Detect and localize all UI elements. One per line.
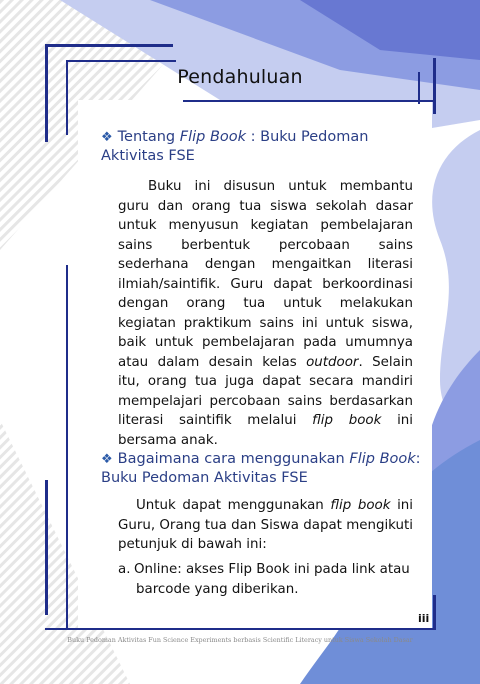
section-heading-line2: Aktivitas FSE (101, 148, 195, 164)
frame-line-left-vertical (66, 265, 68, 630)
diamond-bullet-icon: ❖ (101, 130, 113, 145)
frame-line-bottom-right-vertical (433, 595, 436, 630)
instruction-list (118, 560, 418, 600)
list-item: a. Online: akses Flip Book ini pada link atau barcode yang diberikan. (118, 562, 410, 597)
frame-line-left-outer-vertical (45, 480, 48, 615)
frame-line-bottom-horizontal (45, 628, 435, 630)
page-title: Pendahuluan (177, 66, 303, 88)
diamond-bullet-icon: ❖ (101, 452, 113, 467)
page-number: iii (418, 612, 430, 625)
section-heading-tentang: ❖ Tentang Flip Book : Buku Pedoman Aktivitas FSE (101, 129, 369, 164)
section1-paragraph: Buku ini disusun untuk membantu guru dan orang tua siswa sekolah dasar untuk menyusun kegiatan pembelajaran sains berbentuk percobaan sains sederhana dengan mengaitkan literasi ilmiah/saintifik. Guru dapat berkoordinasi dengan orang tua untuk melakukan kegiatan praktikum sains ini untuk siswa, baik untuk pembelajaran pada umumnya atau dalam desain kelas outdoor. Selain itu, orang tua juga dapat secara mandiri mempelajari percobaan sains berdasarkan literasi saintifik melalui flip book ini bersama anak. (118, 179, 413, 448)
page-footer: Buku Pedoman Aktivitas Fun Science Experiments berbasis Scientific Literacy untuk Siswa Sekolah Dasar (67, 636, 413, 644)
frame-line-top-inner-horizontal (66, 60, 176, 62)
section-heading-bagaimana: ❖ Bagaimana cara menggunakan Flip Book: Buku Pedoman Aktivitas FSE (101, 451, 421, 486)
frame-line-title-underline (183, 100, 433, 102)
frame-line-top-left-horizontal (45, 44, 173, 47)
frame-line-top-left-vertical (45, 44, 48, 142)
section2-paragraph: Untuk dapat menggunakan flip book ini Guru, Orang tua dan Siswa dapat mengikuti petunjuk di bawah ini: (118, 498, 413, 552)
section-heading-line2: Buku Pedoman Aktivitas FSE (101, 470, 308, 486)
